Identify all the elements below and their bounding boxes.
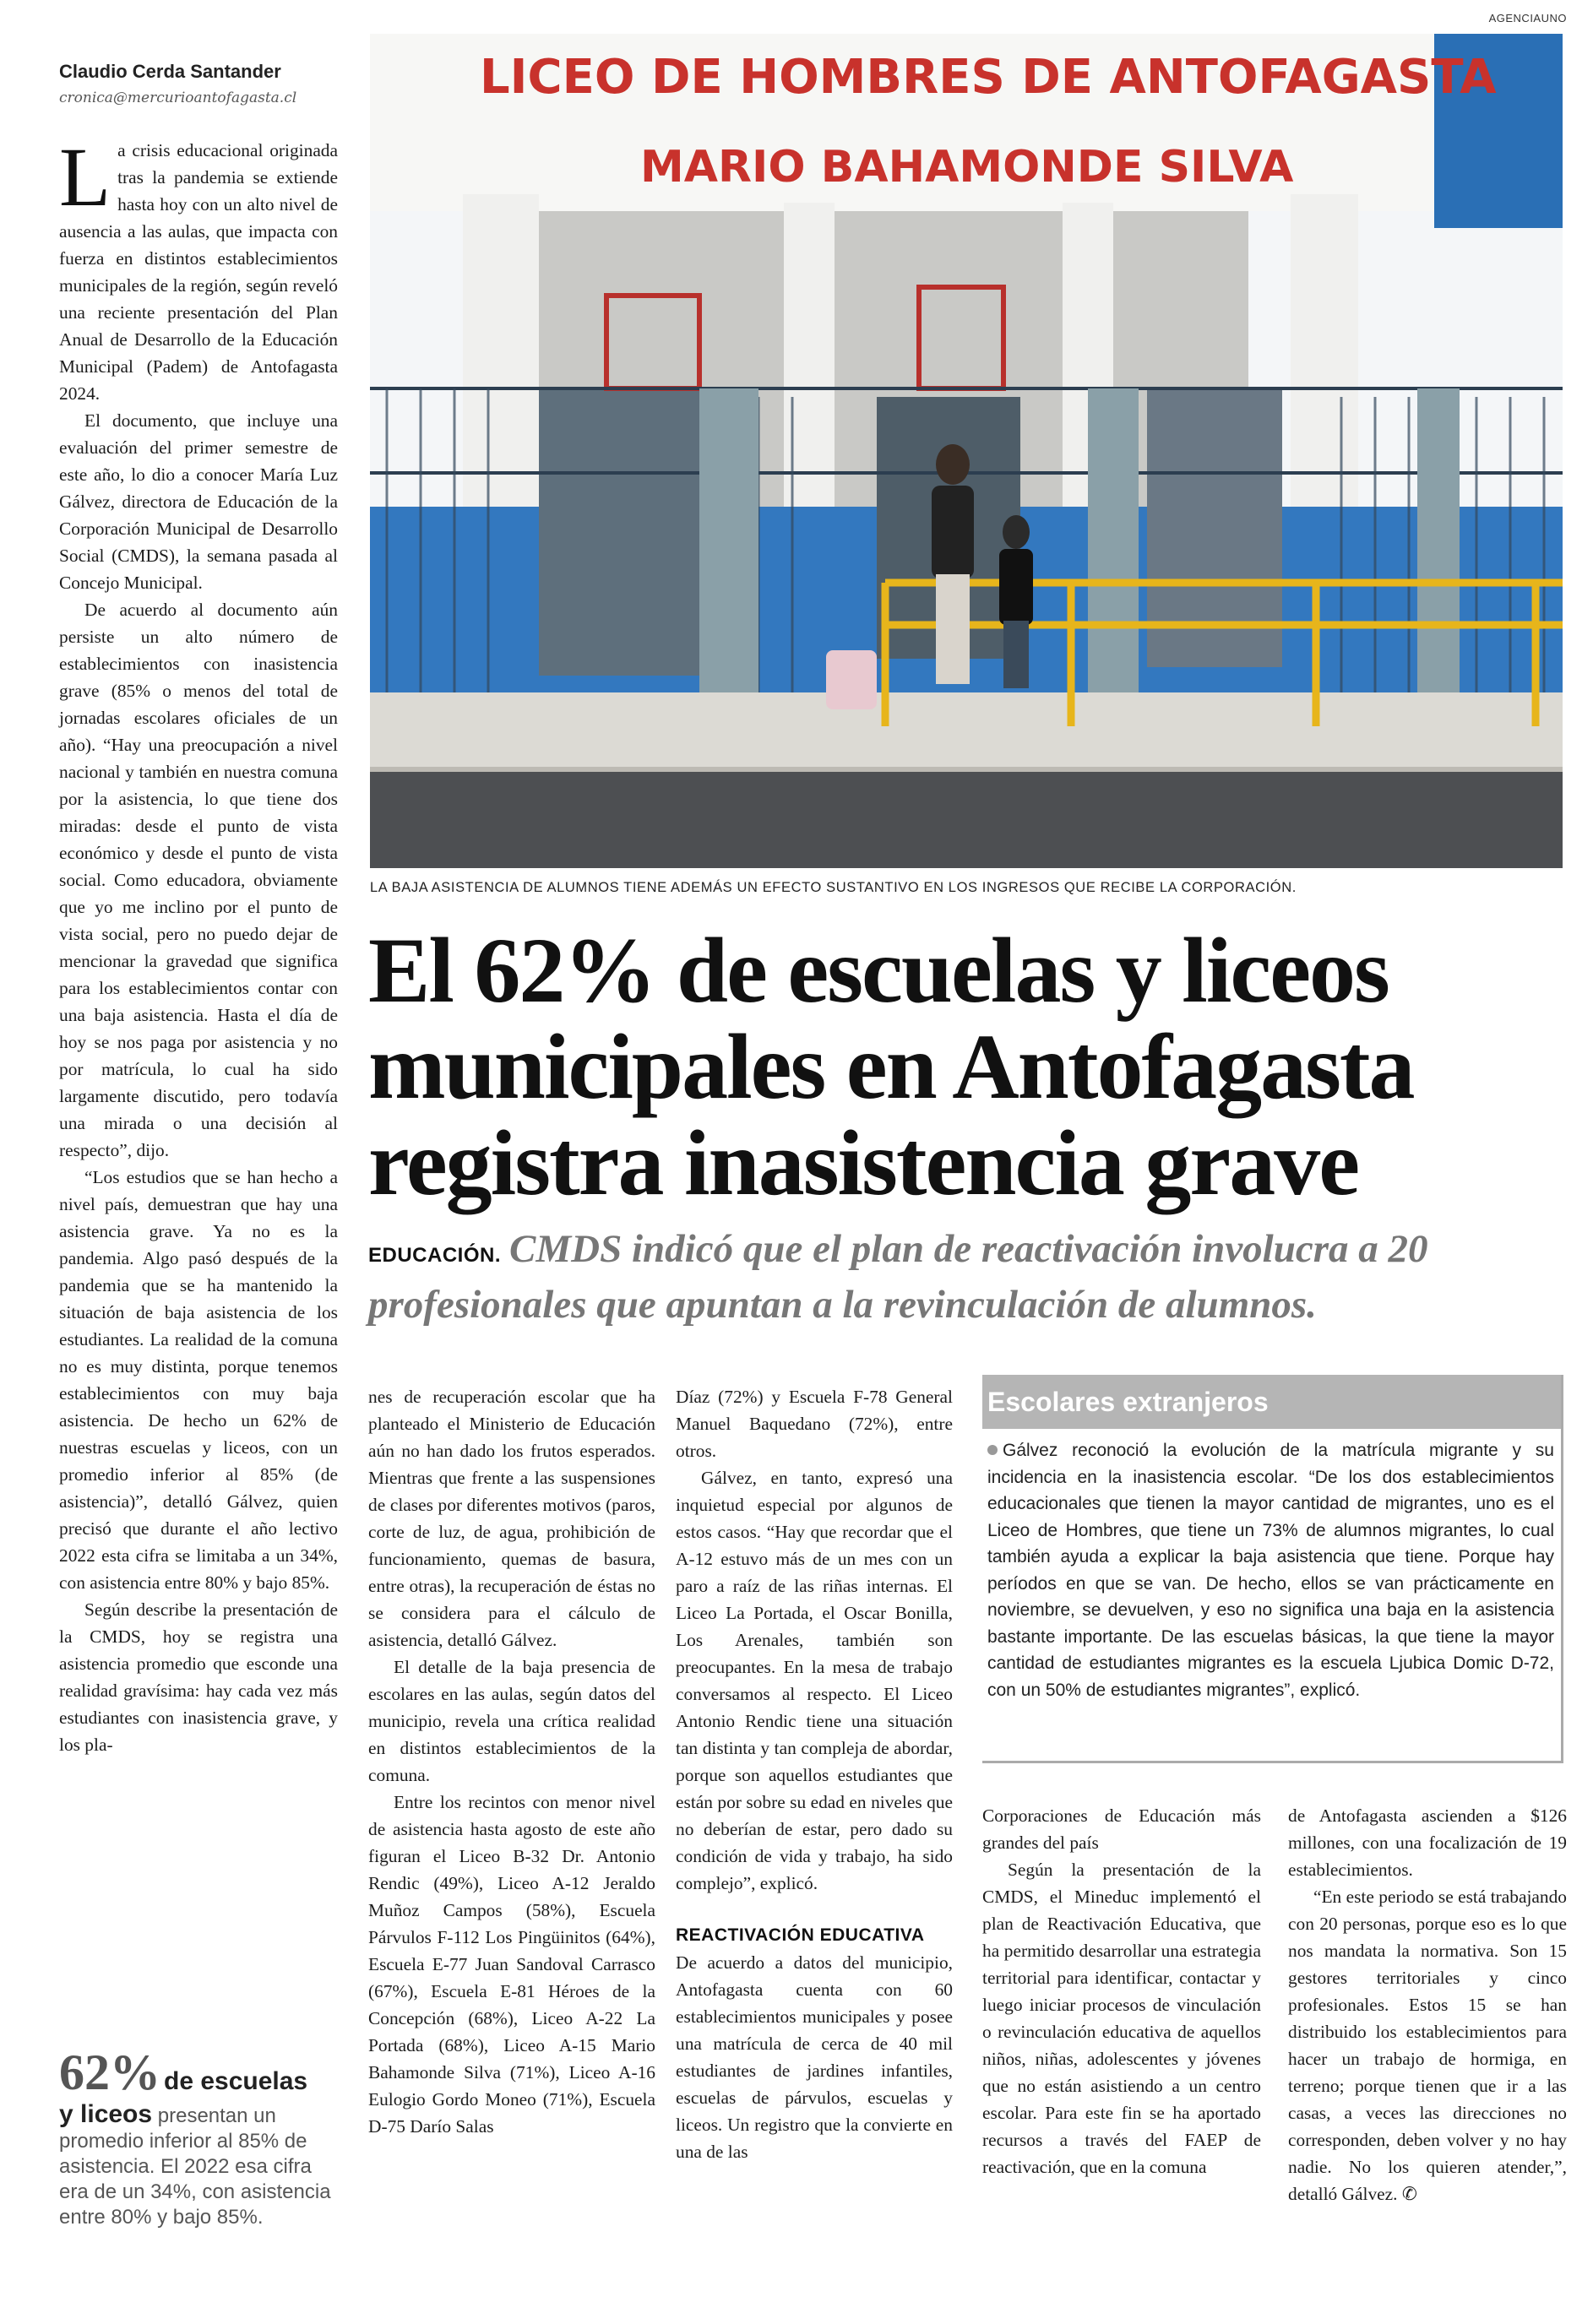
paragraph: “Los estudios que se han hecho a nivel país, demuestran que hay una asistencia grave. Ya no es la pandemia. Algo pasó después de la pandemia que se ha mantenido la situación de baja asistencia de los estudiantes. La realidad de la comuna no es muy distinta, porque tenemos establecimientos con muy baja asistencia. De hecho un 62% de nuestras escuelas y liceos, con un promedio inferior al 85% (de asistencia)”, detalló Gálvez, quien precisó que durante el año lectivo 2022 esta cifra se limitaba a un 34%, con asistencia entre 80% y bajo 85%. [59,1167,338,1593]
paragraph: nes de recuperación escolar que ha planteado el Ministerio de Educación aún no han dado los frutos esperados. Mientras que frente a las suspensiones de clases por diferentes motivos (paros, corte de luz, de agua, prohibición de funcionamiento, quemas de basura, entre otras), la recuperación de éstas no se considera para el cálculo de asistencia, detalló Gálvez. [368,1387,655,1650]
photo-caption: LA BAJA ASISTENCIA DE ALUMNOS TIENE ADEMÁS UN EFECTO SUSTANTIVO EN LOS INGRESOS QUE RECIBE LA CORPORACIÓN. [370,880,1297,895]
photo-credit: AGENCIAUNO [1488,12,1567,24]
article-body-col2 [368,1383,655,2140]
sidebar-paragraph: Gálvez reconoció la evolución de la matrícula migrante y su incidencia en la inasistencia escolar. “De los dos establecimientos educacionales que tienen la mayor cantidad de migrantes, uno es el Liceo de Hombres, que tiene un 73% de alumnos migrantes, lo cual también ayuda a explicar la baja asistencia que tiene. Porque hay períodos en que se van. De hecho, ellos se van prácticamente en noviembre, se devuelven, y eso no significa una baja en la asistencia bastante importante. De las escuelas básicas, la que tiene la mayor cantidad de estudiantes migrantes es la escuela Ljubica Domic D-72, con un 50% de estudiantes migrantes”, explicó. [987,1441,1554,1700]
end-mark-icon: ✆ [1401,2184,1417,2204]
section-subhead: REACTIVACIÓN EDUCATIVA [676,1925,925,1945]
paragraph: Según describe la presentación de la CMDS, hoy se registra una asistencia promedio que esconde una realidad gravísima: hay cada vez más estudiantes con inasistencia grave, y los pla- [59,1599,338,1755]
school-facade-illustration [370,34,1563,868]
bullet-icon [987,1445,998,1455]
paragraph: Según la presentación de la CMDS, el Mineduc implementó el plan de Reactivación Educativa, que ha permitido desarrollar una estrategia territorial para identificar, contactar y luego iniciar procesos de vinculación o revinculación educativa de aquellos niños, niñas, adolescentes y jóvenes que no están asistiendo a un centro escolar. Para este fin se ha aportado recursos a través del FAEP de reactivación, que en la comuna [982,1860,1261,2177]
stat-label-a: de escuelas [164,2067,308,2095]
article-photo [370,34,1563,868]
drop-cap: L [59,130,111,224]
paragraph: de Antofagasta ascienden a $126 millones, con una focalización de 19 establecimientos. [1288,1805,1567,1880]
deck [368,1224,1568,1329]
sign-line-1: LICEO DE HOMBRES DE ANTOFAGASTA [480,50,1497,105]
paragraph: El documento, que incluye una evaluación del primer semestre de este año, lo dio a conocer María Luz Gálvez, directora de Educación de la Corporación Municipal de Desarrollo Social (CMDS), la semana pasada al Concejo Municipal. [59,410,338,593]
author-name: Claudio Cerda Santander [59,61,281,82]
sidebar-text [982,1429,1561,1703]
article-body-col5 [1288,1802,1567,2207]
headline: El 62% de escuelas y liceos municipales en Antofagasta registra inasistencia grave [368,919,1414,1214]
stat-number: 62% [59,2044,160,2100]
paragraph-text: a crisis educacional originada tras la pandemia se extiende hasta hoy con un alto nivel de ausencia a las aulas, que impacta con fuerza en distintos establecimientos municipales de la región, según reveló una reciente presentación del Plan Anual de Desarrollo de la Educación Municipal (Padem) de Antofagasta 2024. [59,140,338,404]
section-kicker: EDUCACIÓN. [368,1244,502,1267]
paragraph: De acuerdo al documento aún persiste un alto número de establecimientos con inasistencia grave (85% o menos del total de jornadas escolares oficiales de un año). “Hay una preocupación a nivel nacional y también en nuestra comuna por la asistencia, lo que tiene dos miradas: desde el punto de vista económico y desde el punto de vista social. Como educadora, obviamente que yo me inclino por el punto de vista social, pero no puedo dejar de mencionar la gravedad que significa para los establecimientos contar con una baja asistencia. Hasta el día de hoy se nos paga por asistencia y no por matrícula, lo cual ha sido largamente discutido, pero todavía una mirada o una decisión al respecto”, dijo. [59,600,338,1160]
paragraph: Gálvez, en tanto, expresó una inquietud especial por algunos de estos casos. “Hay que recordar que el A-12 estuvo más de un mes con un paro a raíz de las riñas internas. El Liceo La Portada, el Oscar Bonilla, Los Arenales, también son preocupantes. En la mesa de trabajo conversamos al respecto. El Liceo Antonio Rendic tiene una situación tan distinta y tan compleja de abordar, porque son aquellos estudiantes que están por sobre su edad en niveles que no deberían de estar, pero dado su condición de vida y trabajo, ha sido complejo”, explicó. [676,1468,953,1893]
sidebar-title: Escolares extranjeros [982,1375,1561,1429]
paragraph [59,130,338,407]
paragraph: Entre los recintos con menor nivel de asistencia hasta agosto de este año figuran el Liceo B-32 Dr. Antonio Rendic (49%), Liceo A-12 Jeraldo Muñoz Campos (58%), Escuela Párvulos F-112 Los Pingüinitos (64%), Escuela E-77 Juan Sandoval Carrasco (67%), Escuela E-81 Héroes de la Concepción (68%), Liceo A-22 La Portada (68%), Liceo A-15 Mario Bahamonde Silva (71%), Liceo A-16 Eulogio Gordo Moneo (71%), Escuela D-75 Darío Salas [368,1792,655,2137]
sign-line-2: MARIO BAHAMONDE SILVA [640,142,1294,193]
paragraph [1288,1883,1567,2207]
deck-text: CMDS indicó que el plan de reactivación involucra a 20 profesionales que apuntan a la revinculación de alumnos. [368,1227,1428,1327]
author-email[interactable]: cronica@mercurioantofagasta.cl [59,90,297,106]
article-body-col4 [982,1802,1261,2180]
paragraph-text: “En este periodo se está trabajando con 20 personas, porque eso es lo que nos mandata la normativa. Son 15 gestores territoriales y cinco profesionales. Estos 15 se han distribuido los establecimientos para hacer un trabajo de hormiga, en terreno; porque tienen que ir a las casas, a veces las direcciones no corresponden, deben volver y no hay nadie. No los quieren atender,”, detalló Gálvez. [1288,1887,1567,2204]
stat-pullout [59,2044,338,2230]
paragraph: Corporaciones de Educación más grandes del país [982,1805,1261,1853]
paragraph: Díaz (72%) y Escuela F-78 General Manuel Baquedano (72%), entre otros. [676,1387,953,1461]
article-body-col1 [59,130,338,1758]
paragraph: De acuerdo a datos del municipio, Antofagasta cuenta con 60 establecimientos municipales y posee una matrícula de cerca de 40 mil estudiantes de jardines infantiles, escuelas de párvulos, escuelas y liceos. Un registro que la convierte en una de las [676,1952,953,2162]
stat-label-b: y liceos [59,2100,153,2128]
stat-description: presentan un promedio inferior al 85% de asistencia. El 2022 esa cifra era de un 34%, con asistencia entre 80% y bajo 85%. [59,2104,331,2229]
sidebar-box [982,1375,1563,1763]
paragraph: El detalle de la baja presencia de escolares en las aulas, según datos del municipio, revela una crítica realidad en distintos establecimientos de la comuna. [368,1657,655,1785]
left-column [59,61,338,1758]
article-body-col3 [676,1383,953,2165]
